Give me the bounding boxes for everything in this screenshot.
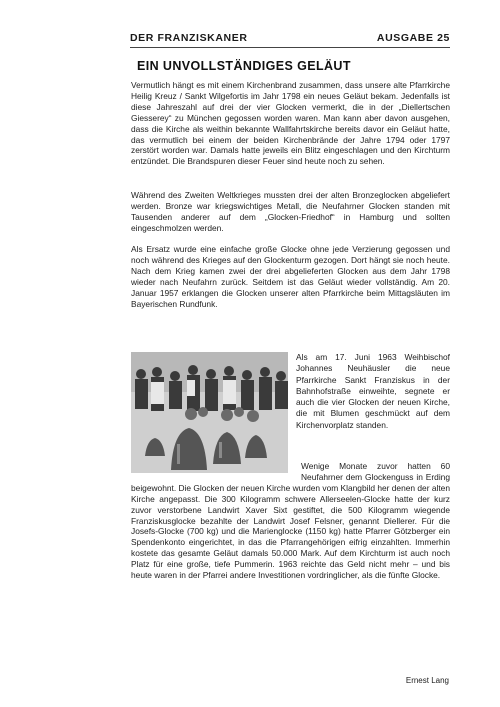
paragraph-fire-history: Vermutlich hängt es mit einem Kirchenbrand zusammen, dass unsere alte Pfarrkirche Heilig Kreuz / Sankt Wilgefortis im Jahr 1798 ein neues Geläut bekam. Jedenfalls ist diese Jahreszahl auf drei der vier Glocken vermerkt, die in der „Diellertschen Giesserey“ zu München gegossen worden waren. Man kann aber davon ausgehen, dass die Kirche als weithin bekannte Wallfahrtskirche bereits davor ein Geläut hatte, das vermutlich bei einem der beiden Kirchenbrände der Jahre 1794 oder 1797 zerstört worden war. Damals hatte jeweils ein Blitz eingeschlagen und den Kirchturm entzündet. Die Brandspuren dieser Feuer sind heute noch zu sehen. [131,80,450,167]
paragraph-bell-casting-text: Wenige Monate zuvor hatten 60 Neufahrner dem Glockenguss in Erding beigewohnt. Die Glocken der neuen Kirche wurden vom Klangbild her denen der alten Kirche angepasst. Die 300 Kilogramm schwere Allerseelen-Glocke hatte der kurz zuvor verstorbene Landwirt Xaver Sixt gestiftet, die 500 Kilogramm wiegende Franziskusglocke bezahlte der Landwirt Josef Felsner, genannt Diellerer. Für die Josefs-Glocke (700 kg) und die Marienglocke (1150 kg) hatte Pfarrer Götzberger ein Spendenkonto eingerichtet, in das die Pfarrangehörigen eifrig einzahlten. Immerhin kostete das gesamte Geläut damals 50.000 Mark. Auf dem Kirchturm ist auch noch Platz für eine große, tiefe Pummerin. 1963 reichte das Geld nicht mehr – und bis heute waren in der Pfarrei andere Investitionen vordringlicher, als die fünfte Glocke. [131,461,450,581]
paragraph-consecration: Als am 17. Juni 1963 Weihbischof Johannes Neuhäusler die neue Pfarrkirche Sankt Franziskus in der Bahnhofstraße einweihte, segnete er auch die vier Glocken der neuen Kirche, die mit Blumen geschmückt auf dem Kirchenvorplatz standen. [296,352,450,430]
paragraph-bell-casting [131,461,450,581]
paragraph-war-removal: Während des Zweiten Weltkrieges mussten drei der alten Bronzeglocken abgeliefert werden. Bronze war kriegswichtiges Metall, die Neufahrner Glocken standen mit Tausenden anderer auf dem „Glocken-Friedhof“ in Hamburg und sollten eingeschmolzen werden. [131,190,450,233]
paragraph-replacement-bell: Als Ersatz wurde eine einfache große Glocke ohne jede Verzierung gegossen und noch während des Krieges auf den Glockenturm gezogen. Dort hängt sie noch heute. Nach dem Krieg kamen zwei der drei abgelieferten Glocken aus dem Jahr 1798 wieder nach Neufahrn zurück. Seitdem ist das Geläut wieder vollständig. Am 20. Januar 1957 erklangen die Glocken unserer alten Pfarrkirche beim Mittagsläuten im Bayerischen Rundfunk. [131,244,450,309]
header-rule [130,47,450,48]
article-title: EIN UNVOLLSTÄNDIGES GELÄUT [137,59,351,73]
magazine-name: DER FRANZISKANER [130,32,248,44]
page-header [130,32,450,46]
author-name: Ernest Lang [405,676,449,685]
bell-consecration-photo [131,352,288,473]
issue-number: AUSGABE 25 [376,32,450,44]
